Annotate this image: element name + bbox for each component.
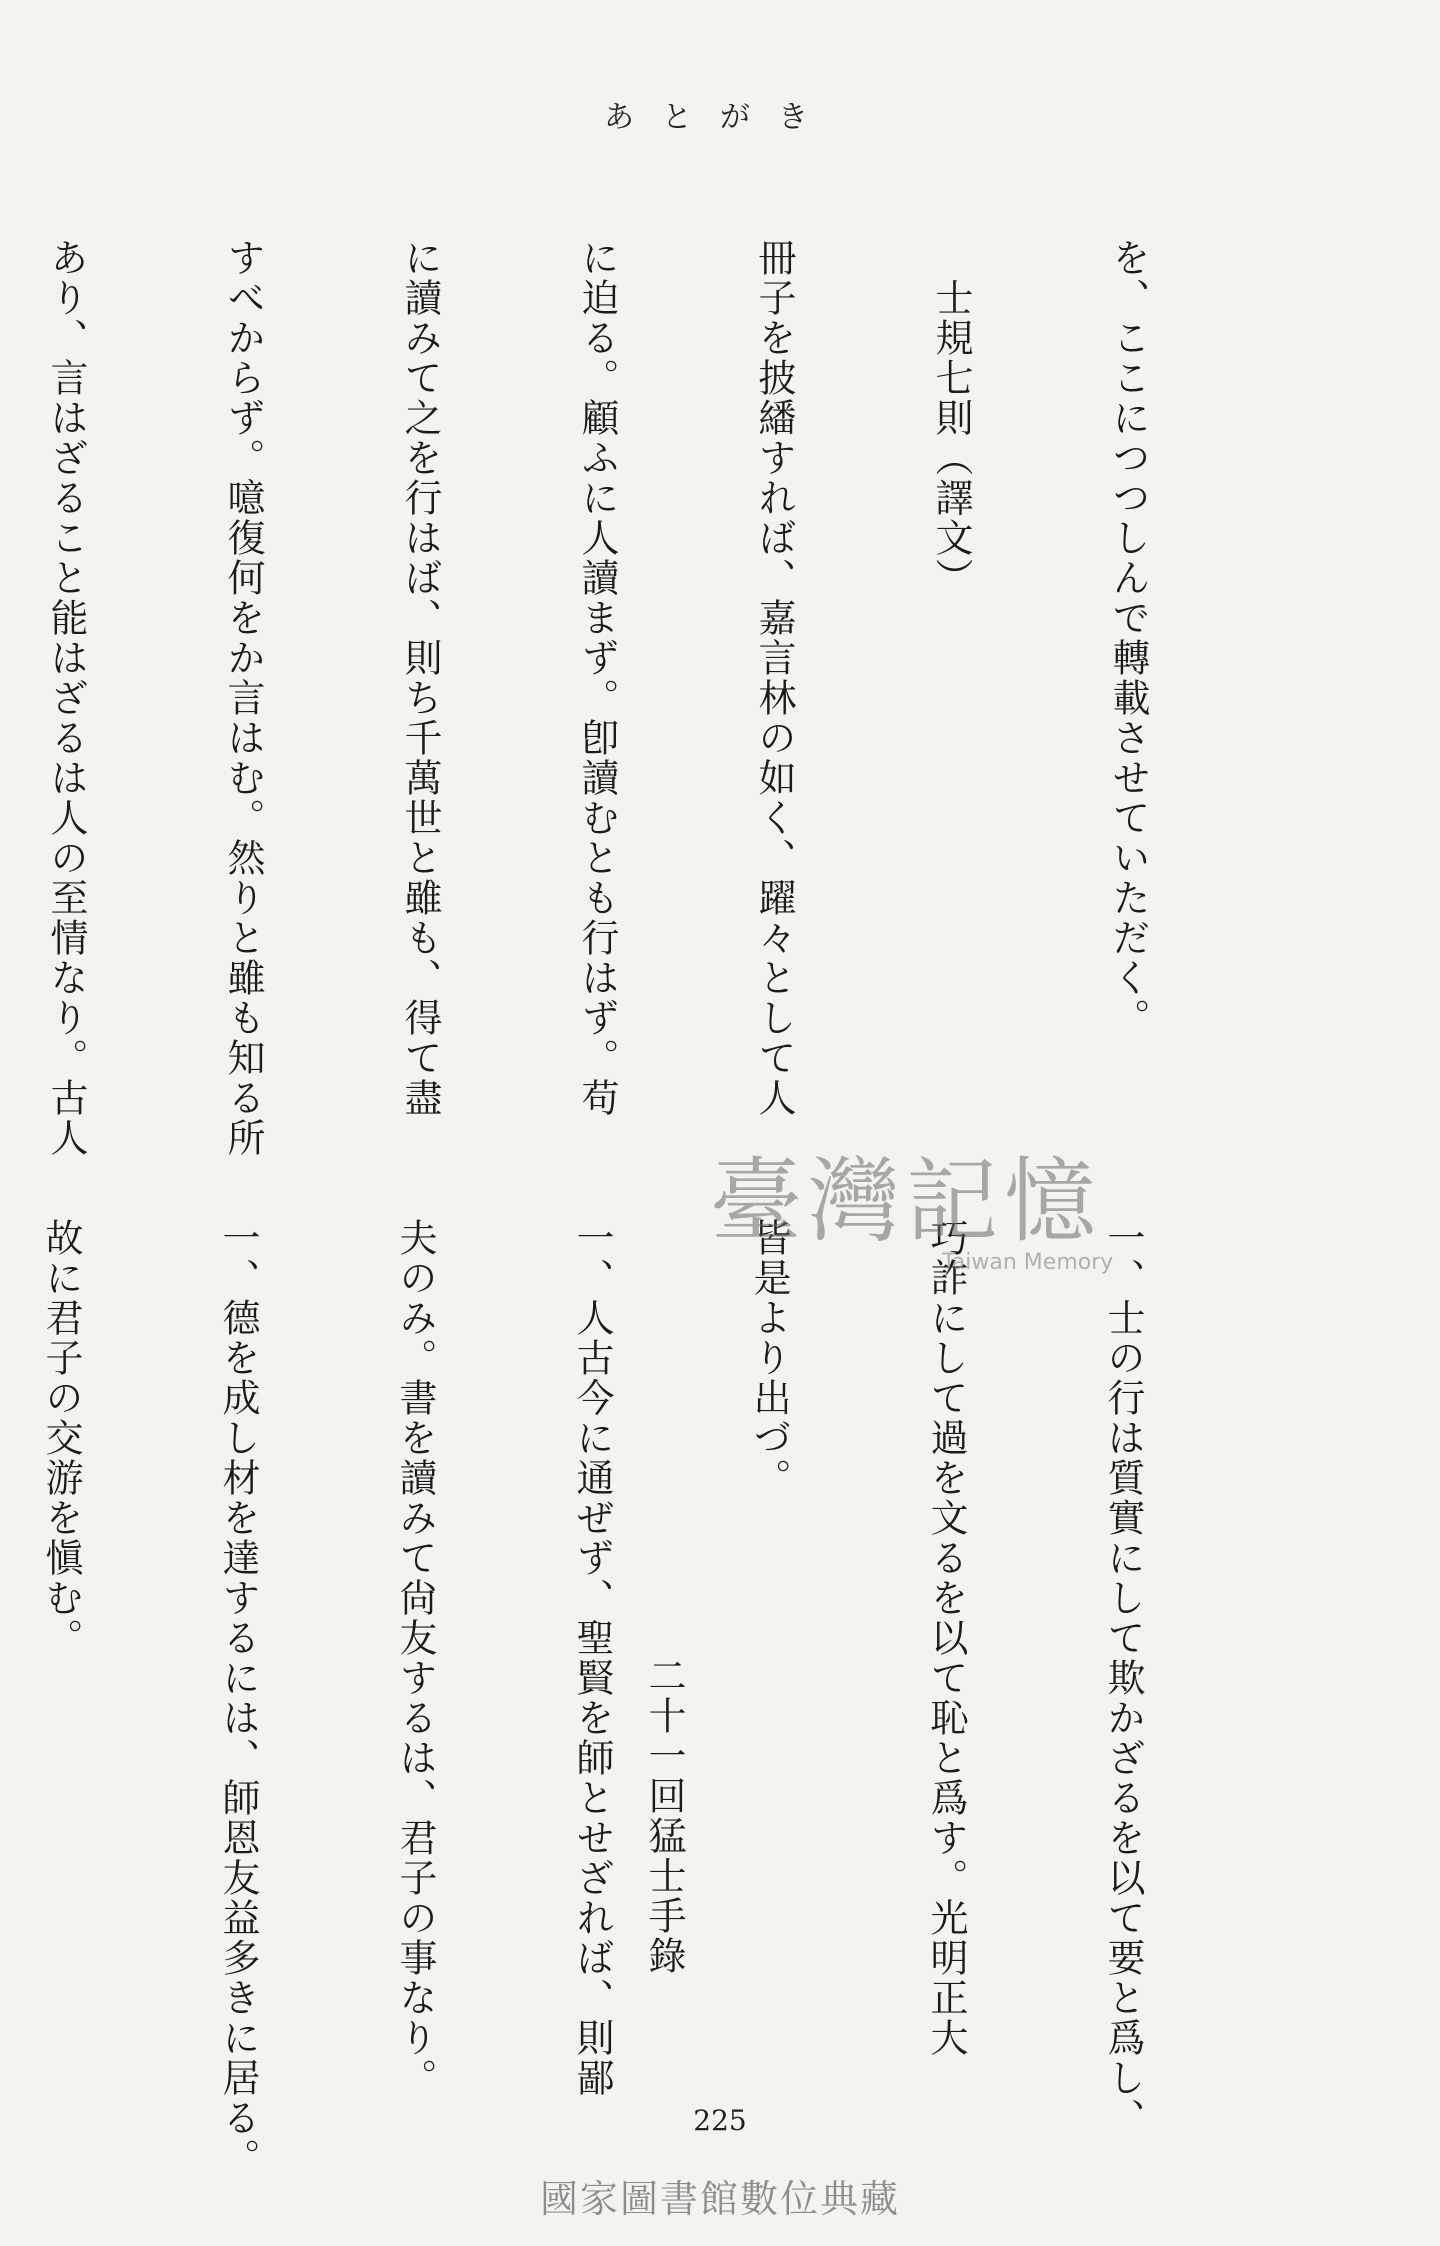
watermark-subtitle: Taiwan Memory: [942, 1250, 1114, 1275]
text-column: に讀みて之を行はば、則ち千萬世と雖も、得て盡: [398, 238, 442, 1118]
watermark-title: 臺灣記憶: [710, 1148, 1103, 1255]
library-credit: 國家圖書館數位典藏: [539, 2177, 900, 2221]
text-column: を、ここにつつしんで轉載させていただく。: [1106, 238, 1150, 1038]
upper-text-block: [0, 238, 1275, 1158]
page-number: 225: [693, 2104, 747, 2137]
text-column: に迫る。顧ふに人讀まず。卽讀むとも行はず。苟: [575, 238, 619, 1118]
text-column: 士規七則（譯文）: [929, 238, 973, 598]
text-column: 冊子を披繙すれば、嘉言林の如く、躍々として人: [752, 238, 796, 1118]
text-column: 一、人古今に通ぜず、聖賢を師とせざれば、則鄙: [570, 1218, 614, 2098]
watermark-logo: [710, 1128, 1190, 1278]
signature-line: 二十一回猛士手錄: [642, 1656, 686, 1976]
text-column: すべからず。噫復何をか言はむ。然りと雖も知る所: [221, 238, 265, 1158]
text-column: 一、德を成し材を達するには、師恩友益多きに居る。: [216, 1218, 260, 2178]
text-column: 巧詐にして過を文るを以て恥と爲す。光明正大: [924, 1218, 968, 2058]
text-column: 一、士の行は質實にして欺かざるを以て要と爲し、: [1101, 1218, 1145, 2138]
text-column: 夫のみ。書を讀みて尙友するは、君子の事なり。: [393, 1218, 437, 2098]
text-column: あり、言はざること能はざるは人の至情なり。古人: [44, 238, 88, 1158]
running-header: あとがき: [604, 100, 836, 135]
text-column: 皆是より出づ。: [747, 1218, 791, 1498]
text-column: 故に君子の交游を愼む。: [39, 1218, 83, 1658]
